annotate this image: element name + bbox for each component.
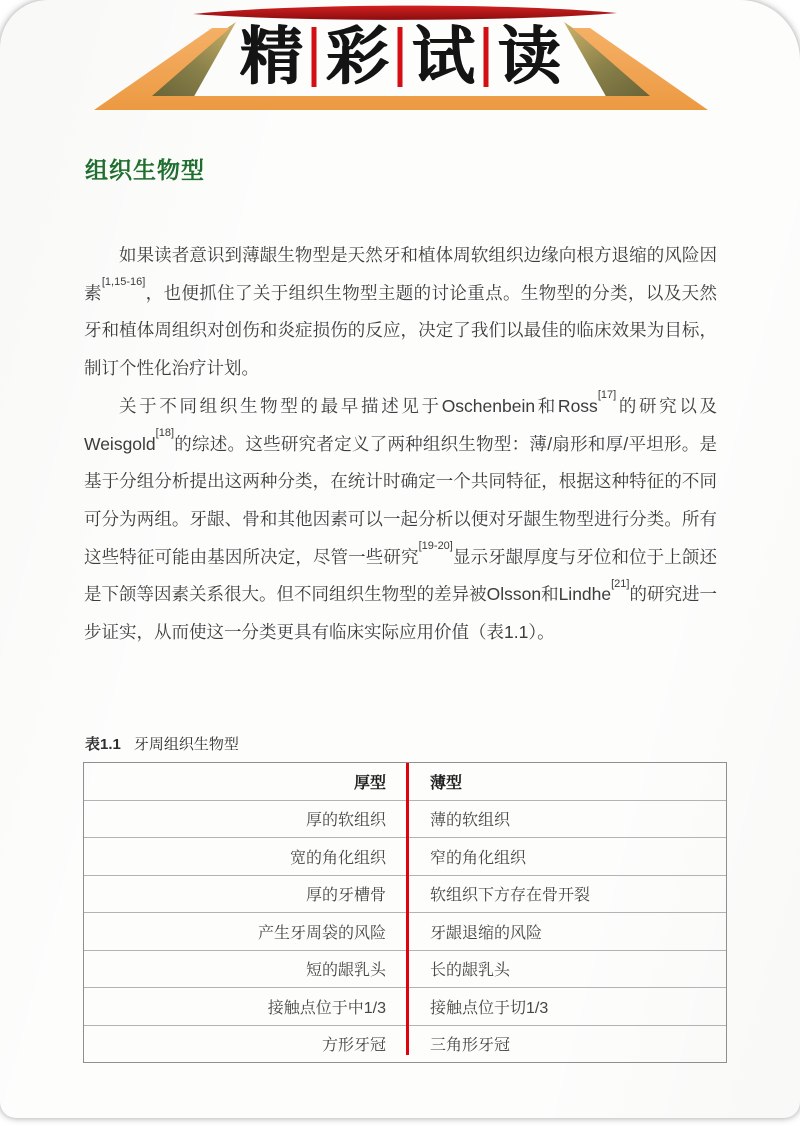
banner-title-char: 读: [497, 22, 561, 92]
cell-thick-type: 产生牙周袋的风险: [257, 924, 386, 942]
table-row: [84, 1026, 726, 1063]
cell-thin-type: 薄的软组织: [430, 812, 511, 830]
table-caption-text: 牙周组织生物型: [133, 736, 239, 753]
reference-superscript: [17]: [597, 388, 617, 401]
table-header-row: [84, 763, 726, 801]
table-caption-label: 表1.1: [85, 736, 121, 753]
reference-superscript: [18]: [155, 426, 175, 439]
reference-superscript: [1,15-16]: [101, 275, 146, 288]
banner-title: [233, 14, 568, 100]
cell-thin-type: 牙龈退缩的风险: [430, 924, 543, 942]
column-divider: [406, 763, 409, 1055]
cell-thin-type: 长的龈乳头: [430, 962, 511, 980]
section-heading: 组织生物型: [85, 157, 205, 183]
cell-thin-type: 窄的角化组织: [430, 849, 527, 867]
article-body: [84, 237, 717, 652]
cell-thin-type: 软组织下方存在骨开裂: [430, 887, 591, 905]
table-row: [84, 838, 726, 876]
cell-thick-type: 短的龈乳头: [305, 962, 386, 980]
cell-thick-type: 厚的软组织: [305, 812, 386, 830]
cell-thin-type: 三角形牙冠: [430, 1037, 511, 1055]
banner-title-char: 精: [239, 22, 303, 92]
paragraph: 关于不同组织生物型的最早描述见于Oschenbein和Ross[17]的研究以及Weisgold[18]的综述。这些研究者定义了两种组织生物型：薄/扇形和厚/平坦形。是基于分组分析提出这两种分类，在统计时确定一个共同特征，根据这种特征的不同可分为两组。牙龈、骨和其他因素可以一起分析以便对牙龈生物型进行分类。所有这些特征可能由基因所决定，尽管一些研究[19-20]显示牙龈厚度与牙位和位于上颌还是下颌等因素关系很大。但不同组织生物型的差异被Olsson和Lindhe[21]的研究进一步证实，从而使这一分类更具有临床实际应用价值（表1.1）。: [84, 388, 718, 643]
cell-thick-type: 厚型: [353, 774, 386, 792]
title-separator: [398, 27, 403, 87]
reference-superscript: [21]: [611, 577, 630, 590]
banner-title-char: 试: [411, 22, 475, 92]
cell-thick-type: 厚的牙槽骨: [305, 887, 386, 905]
cell-thick-type: 宽的角化组织: [289, 849, 386, 867]
paragraph: 如果读者意识到薄龈生物型是天然牙和植体周软组织边缘向根方退缩的风险因素[1,15-16]，也便抓住了关于组织生物型主题的讨论重点。生物型的分类，以及天然牙和植体周组织对创伤和炎症损伤的反应，决定了我们以最佳的临床效果为目标，制订个性化治疗计划。: [84, 245, 718, 379]
cell-thick-type: 方形牙冠: [321, 1037, 386, 1055]
reference-superscript: [19-20]: [418, 539, 453, 552]
title-separator: [312, 27, 317, 87]
preview-banner: [0, 0, 800, 140]
table-row: [84, 988, 726, 1026]
cell-thick-type: 接触点位于中1/3: [267, 999, 386, 1017]
table-row: [84, 951, 726, 989]
banner-title-char: 彩: [325, 22, 389, 92]
table-caption: [85, 733, 239, 754]
cell-thin-type: 薄型: [430, 774, 463, 792]
title-separator: [484, 27, 489, 87]
biotype-table: [83, 762, 727, 1063]
table-row: [84, 876, 726, 914]
table-row: [84, 801, 726, 839]
cell-thin-type: 接触点位于切1/3: [430, 999, 549, 1017]
table-row: [84, 913, 726, 951]
